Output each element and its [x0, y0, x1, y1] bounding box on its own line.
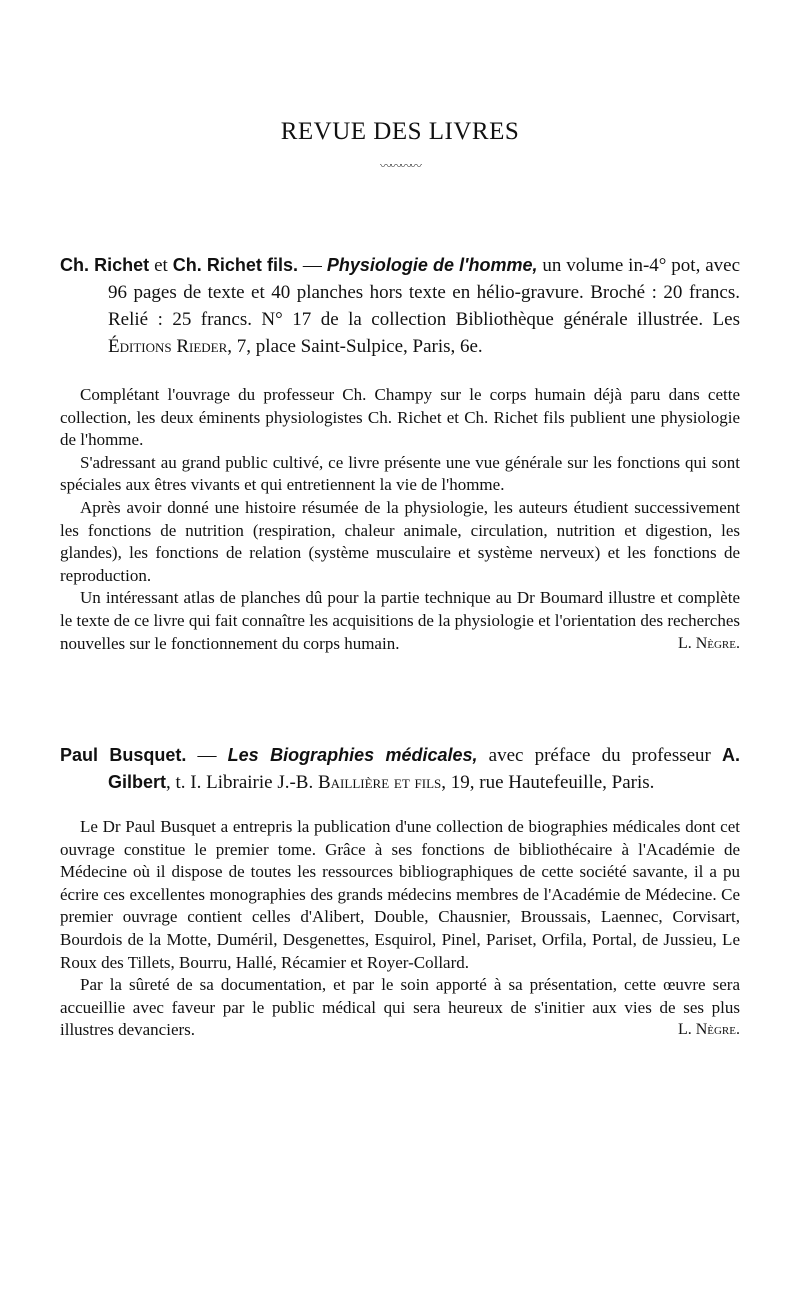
- review-paragraph: [60, 587, 740, 655]
- book-title: Les Biographies médicales,: [227, 745, 478, 765]
- review-body: [60, 384, 740, 655]
- review-paragraph-text: Un intéressant atlas de planches dû pour la partie technique au Dr Boumard illustre et complète le texte de ce livre qui fait connaître les acquisitions de la physiologie et l'orientation des recherches nouvelles sur le fonctionnement du corps humain.: [60, 588, 740, 653]
- review-body: [60, 816, 740, 1042]
- publication-details: avec préface du professeur: [477, 745, 723, 766]
- publication-details: , 7, place Saint-Sulpice, Paris, 6e.: [227, 336, 483, 357]
- review-paragraph-text: Par la sûreté de sa documentation, et par le soin apporté à sa présentation, cette œuvre sera accueillie avec faveur par le public médical qui sera heureux de s'initier aux vies de ses plus illustres devanciers.: [60, 975, 740, 1040]
- publication-details: un volume in-4° pot, avec 96 pages de texte et 40 planches hors texte en hélio-gravure. Broché : 20 francs. Relié : 25 francs. N° 17 de la collection Bibliothèque générale illustrée. Les: [108, 255, 741, 330]
- publication-details: , 19, rue Hautefeuille, Paris.: [441, 772, 655, 793]
- review-paragraph: Après avoir donné une histoire résumée de la physiologie, les auteurs étudient successivement les fonctions de nutrition (respiration, chaleur animale, circulation, nutrition et digestion, les glandes), les fonctions de relation (système musculaire et système nerveux) et les fonctions de reproduction.: [60, 497, 740, 585]
- reviewer-signature: L. Nègre.: [677, 1021, 740, 1039]
- review-paragraph: Complétant l'ouvrage du professeur Ch. Champy sur le corps humain déjà paru dans cette collection, les deux éminents physiologistes Ch. Richet et Ch. Richet fils publient une physiologie de l'homme.: [60, 385, 740, 450]
- review-paragraph: S'adressant au grand public cultivé, ce livre présente une vue générale sur les fonctions qui sont spéciales aux êtres vivants et qui entretiennent la vie de l'homme.: [60, 452, 740, 495]
- author-name: Ch. Richet: [60, 255, 150, 275]
- reviewer-signature: L. Nègre.: [677, 634, 740, 652]
- publication-details: , t. I. Librairie J.-B.: [166, 772, 318, 793]
- review-busquet: [60, 742, 740, 1042]
- review-richet: [60, 252, 740, 655]
- publisher-name: Éditions Rieder: [108, 336, 228, 357]
- author-conjunction: et: [154, 255, 168, 276]
- review-header: [60, 742, 740, 796]
- page-title: REVUE DES LIVRES: [280, 118, 520, 145]
- header-dash: —: [298, 255, 327, 276]
- author-name: Paul Busquet.: [60, 745, 187, 765]
- book-title: Physiologie de l'homme,: [326, 255, 538, 275]
- header-dash: —: [186, 745, 228, 766]
- publisher-name: Baillière et fils: [317, 772, 442, 793]
- review-header: [60, 252, 740, 360]
- title-ornament: 〰〰〰〰: [379, 159, 420, 173]
- review-paragraph: [60, 974, 740, 1042]
- review-paragraph: Le Dr Paul Busquet a entrepris la publication d'une collection de biographies médicales dont cet ouvrage constitue le premier tome. Grâce à ses fonctions de bibliothécaire à l'Académie de Médecine où il dispose de toutes les ressources bibliographiques de cette société savante, il a pu écrire ces excellentes monographies des grands médecins membres de l'Académie de Médecine. Ce premier ouvrage contient celles d'Alibert, Double, Chausnier, Broussais, Laennec, Corvisart, Bourdois de la Motte, Duméril, Desgenettes, Esquirol, Pinel, Pariset, Orfila, Portal, de Jussieu, Le Roux des Tillets, Bourru, Hallé, Récamier et Royer-Collard.: [60, 817, 740, 972]
- author-name: Ch. Richet fils.: [172, 255, 299, 275]
- preface-author: A. Gilbert: [108, 745, 741, 792]
